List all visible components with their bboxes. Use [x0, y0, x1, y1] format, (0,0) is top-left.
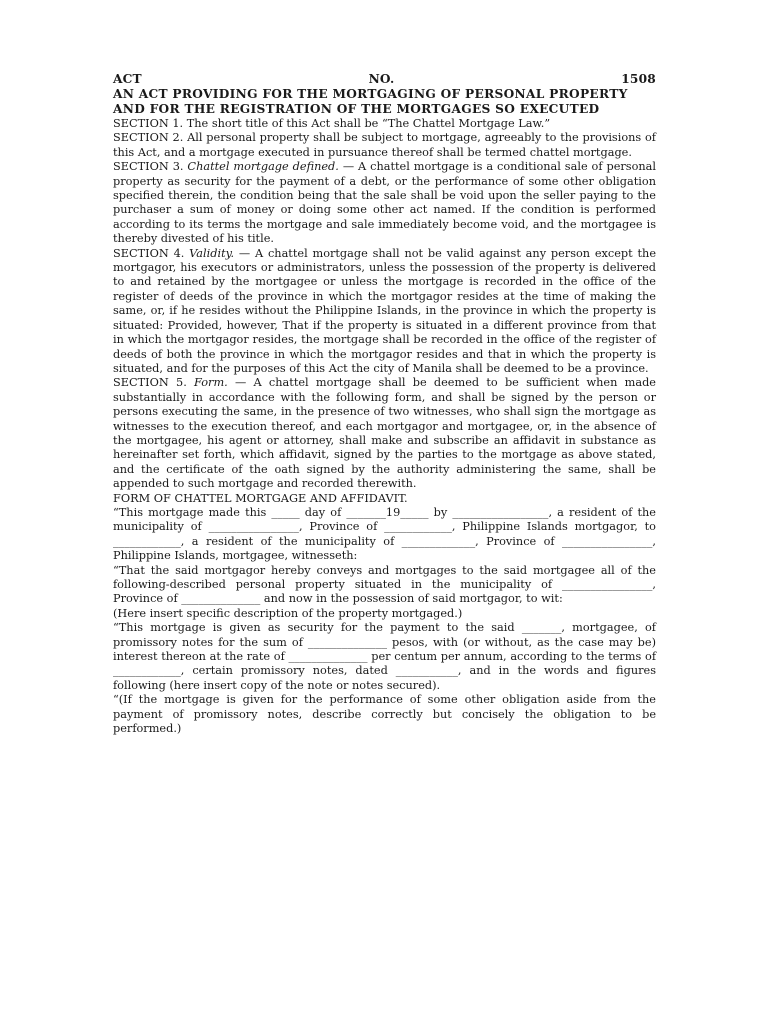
- document-body: [113, 117, 656, 736]
- section-4-text: — A chattel mortgage shall not be valid against any person except the mortgagor, his executors or administrators, unless the possession of the property is delivered to and retained by the mortgagee or unless the mortgage is recorded in the office of the register of deeds of the province in which the mortgagor resides at the time of making the same, or, if he resides without the Philippine Islands, in the province in which the property is situated: Provided, however, That if the property is situated in a different province from that in which the mortgagor resides, the mortgage shall be recorded in the office of the register of deeds of both the province in which the mortgagor resides and that in which the property is situated, and for the purposes of this Act the city of Manila shall be deemed to be a province.: [113, 246, 657, 375]
- section-5: [113, 376, 656, 491]
- section-3: [113, 160, 656, 246]
- form-heading: FORM OF CHATTEL MORTGAGE AND AFFIDAVIT.: [113, 491, 408, 505]
- form-paragraph-2: “That the said mortgagor hereby conveys and mortgages to the said mortgagee all of the following-described personal property situated in the municipality of ________________, Province of ______________ and now in the possession of said mortgagor, to wit:: [113, 563, 656, 606]
- section-3-heading: Chattel mortgage defined.: [187, 160, 339, 174]
- act-header: [113, 72, 656, 87]
- act-no-label: NO.: [368, 72, 395, 86]
- act-title-line-1: AN ACT PROVIDING FOR THE MORTGAGING OF PERSONAL PROPERTY: [113, 87, 628, 101]
- form-paragraph-5: “(If the mortgage is given for the performance of some other obligation aside from the payment of promissory notes, describe correctly but concisely the obligation to be performed.): [113, 693, 656, 736]
- section-3-prefix: SECTION 3.: [113, 160, 188, 174]
- section-3-text: — A chattel mortgage is a conditional sale of personal property as security for the payment of a debt, or the performance of some other obligation specified therein, the condition being that the sale shall be void upon the seller paying to the purchaser a sum of money or doing some other act named. If the condition is performed according to its terms the mortgage and sale immediately become void, and the mortgagee is thereby divested of his title.: [113, 160, 657, 246]
- section-2: SECTION 2. All personal property shall be subject to mortgage, agreeably to the provisions of this Act, and a mortgage executed in pursuance thereof shall be termed chattel mortgage.: [113, 131, 656, 159]
- form-paragraph-4: “This mortgage is given as security for the payment to the said _______, mortgagee, of promissory notes for the sum of ______________ pesos, with (or without, as the case may be) interest thereon at the rate of ______________ per centum per annum, according to the terms of ____________, certain promissory notes, dated ___________, and in the words and figures following (here insert copy of the note or notes secured).: [113, 621, 656, 692]
- section-1: SECTION 1. The short title of this Act shall be “The Chattel Mortgage Law.”: [113, 117, 551, 130]
- section-4-prefix: SECTION 4.: [113, 246, 190, 260]
- act-title-line-2: AND FOR THE REGISTRATION OF THE MORTGAGES SO EXECUTED: [113, 102, 600, 116]
- act-label: ACT: [113, 72, 142, 86]
- section-4: [113, 247, 656, 377]
- section-5-prefix: SECTION 5.: [113, 376, 195, 390]
- section-5-text: — A chattel mortgage shall be deemed to be sufficient when made substantially in accordance with the following form, and shall be signed by the person or persons executing the same, in the presence of two witnesses, who shall sign the mortgage as witnesses to the execution thereof, and each mortgagor and mortgagee, or, in the absence of the mortgagee, his agent or attorney, shall make and subscribe an affidavit in substance as hereinafter set forth, which affidavit, signed by the parties to the mortgage as above stated, and the certificate of the oath signed by the authority administering the same, shall be appended to such mortgage and recorded therewith.: [113, 376, 656, 491]
- act-number: 1508: [621, 72, 656, 86]
- form-paragraph-1: “This mortgage made this _____ day of _______19_____ by _________________, a resident of the municipality of ________________, Province of ____________, Philippine Islands mortgagor, to ____________, a resident of the municipality of _____________, Province of ________________, Philippine Islands, mortgagee, witnesseth:: [113, 505, 656, 563]
- form-paragraph-3: (Here insert specific description of the property mortgaged.): [113, 606, 463, 620]
- section-5-heading: Form.: [194, 376, 228, 390]
- section-4-heading: Validity.: [189, 246, 235, 260]
